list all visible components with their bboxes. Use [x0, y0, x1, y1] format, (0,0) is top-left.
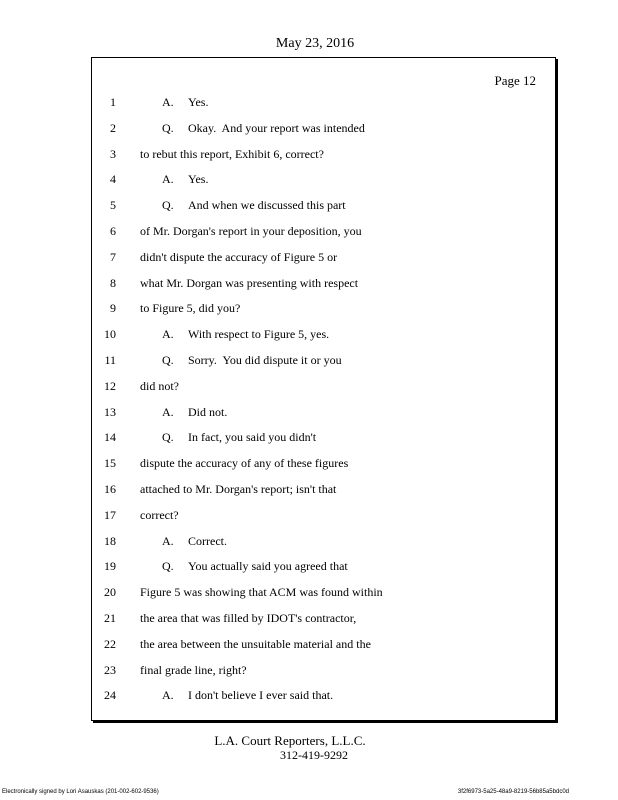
line-number: 8: [110, 275, 116, 290]
line-content: Did not.: [188, 404, 228, 419]
line-content: And when we discussed this part: [188, 198, 346, 213]
line-content: Sorry. You did dispute it or you: [188, 353, 342, 367]
line-text: [162, 557, 348, 575]
transcript-line: [92, 686, 555, 704]
line-text: [140, 454, 348, 472]
speaker-marker: Q.: [162, 430, 174, 445]
speaker-marker: A.: [162, 404, 174, 419]
line-content: Yes.: [188, 95, 209, 109]
transcript-line: [92, 325, 555, 343]
court-reporter-phone: 312-419-9292: [280, 748, 348, 762]
line-content: dispute the accuracy of any of these figures: [140, 456, 349, 471]
line-text: [162, 351, 342, 369]
transcript-line: [92, 532, 555, 550]
line-text: [162, 93, 208, 111]
line-text: [140, 299, 240, 317]
transcript-line: [92, 196, 555, 214]
line-number: 4: [110, 172, 116, 187]
line-number: 7: [110, 249, 116, 264]
line-text: [162, 325, 329, 343]
line-number: 11: [104, 353, 116, 367]
line-text: [140, 661, 247, 679]
speaker-marker: A.: [162, 327, 174, 342]
line-text: [140, 480, 336, 498]
line-content: the area between the unsuitable material and the: [140, 636, 371, 651]
line-text: [162, 403, 227, 421]
transcript-line: [92, 274, 555, 292]
speaker-marker: Q.: [162, 198, 174, 213]
line-number: 3: [110, 146, 116, 161]
line-text: [162, 686, 333, 704]
transcript-line: [92, 145, 555, 163]
transcript-date: May 23, 2016: [275, 36, 355, 51]
line-text: [162, 428, 316, 446]
line-text: [140, 248, 337, 266]
line-number: 20: [104, 585, 116, 600]
line-number: 5: [110, 198, 116, 213]
line-number: 6: [110, 224, 116, 238]
line-content: In fact, you said you didn't: [188, 430, 317, 445]
transcript-line: [92, 93, 555, 111]
speaker-marker: Q.: [162, 353, 174, 367]
line-content: You actually said you agreed that: [188, 559, 348, 574]
transcript-line: [92, 403, 555, 421]
line-text: [140, 377, 179, 395]
transcript-line: [92, 428, 555, 446]
line-number: 10: [104, 327, 116, 342]
transcript-line: [92, 222, 555, 240]
line-number: 13: [104, 404, 116, 419]
line-text: [140, 274, 358, 292]
speaker-marker: A.: [162, 533, 174, 548]
transcript-line: [92, 557, 555, 575]
line-content: final grade line, right?: [140, 662, 247, 677]
transcript-line: [92, 170, 555, 188]
line-text: [162, 196, 346, 214]
page-number: Page 12: [494, 73, 536, 88]
line-content: the area that was filled by IDOT's contractor,: [140, 611, 357, 625]
line-content: Yes.: [188, 172, 209, 187]
line-number: 21: [104, 611, 116, 625]
line-content: attached to Mr. Dorgan's report; isn't that: [140, 482, 337, 496]
electronic-signature: Electronically signed by Lori Asauskas (201-002-602-9536): [2, 789, 159, 795]
transcript-line: [92, 377, 555, 395]
transcript-line: [92, 609, 555, 627]
line-content: With respect to Figure 5, yes.: [188, 327, 330, 342]
line-number: 12: [104, 378, 116, 393]
transcript-line: [92, 351, 555, 369]
speaker-marker: A.: [162, 95, 174, 109]
transcript-line: [92, 583, 555, 601]
transcript-line: [92, 119, 555, 137]
transcript-line: [92, 248, 555, 266]
line-number: 23: [104, 662, 116, 677]
transcript-line: [92, 661, 555, 679]
line-number: 15: [104, 456, 116, 471]
court-reporter-name: L.A. Court Reporters, L.L.C.: [214, 733, 366, 748]
line-text: [162, 119, 365, 137]
line-content: Figure 5 was showing that ACM was found within: [140, 585, 383, 600]
speaker-marker: A.: [162, 688, 174, 703]
transcript-line: [92, 299, 555, 317]
line-number: 2: [110, 120, 116, 135]
line-number: 22: [104, 636, 116, 651]
transcript-line: [92, 454, 555, 472]
line-number: 14: [104, 430, 116, 445]
speaker-marker: A.: [162, 172, 174, 187]
line-content: of Mr. Dorgan's report in your deposition, you: [140, 224, 362, 238]
transcript-line: [92, 506, 555, 524]
line-number: 16: [104, 482, 116, 496]
line-text: [162, 532, 227, 550]
line-content: Correct.: [188, 533, 227, 548]
line-text: [140, 222, 362, 240]
line-content: correct?: [140, 507, 179, 522]
line-content: didn't dispute the accuracy of Figure 5 or: [140, 249, 338, 264]
line-content: Okay. And your report was intended: [188, 120, 365, 135]
transcript-line: [92, 635, 555, 653]
line-number: 19: [104, 559, 116, 574]
line-content: I don't believe I ever said that.: [188, 688, 334, 703]
speaker-marker: Q.: [162, 120, 174, 135]
speaker-marker: Q.: [162, 559, 174, 574]
line-text: [140, 609, 356, 627]
line-number: 1: [110, 95, 116, 109]
line-content: what Mr. Dorgan was presenting with respect: [140, 275, 359, 290]
line-number: 24: [104, 688, 116, 703]
line-content: did not?: [140, 378, 179, 393]
document-hash: 3f2f6973-5a25-48a9-8219-56b85a5bdc0d: [457, 789, 569, 795]
transcript-line: [92, 480, 555, 498]
line-text: [140, 583, 383, 601]
line-number: 17: [104, 507, 116, 522]
line-text: [140, 145, 324, 163]
line-number: 9: [110, 301, 116, 316]
line-text: [162, 170, 208, 188]
line-number: 18: [104, 533, 116, 548]
transcript-page: [91, 57, 556, 721]
line-text: [140, 506, 179, 524]
line-content: to rebut this report, Exhibit 6, correct?: [140, 146, 324, 161]
line-text: [140, 635, 371, 653]
line-content: to Figure 5, did you?: [140, 301, 241, 316]
